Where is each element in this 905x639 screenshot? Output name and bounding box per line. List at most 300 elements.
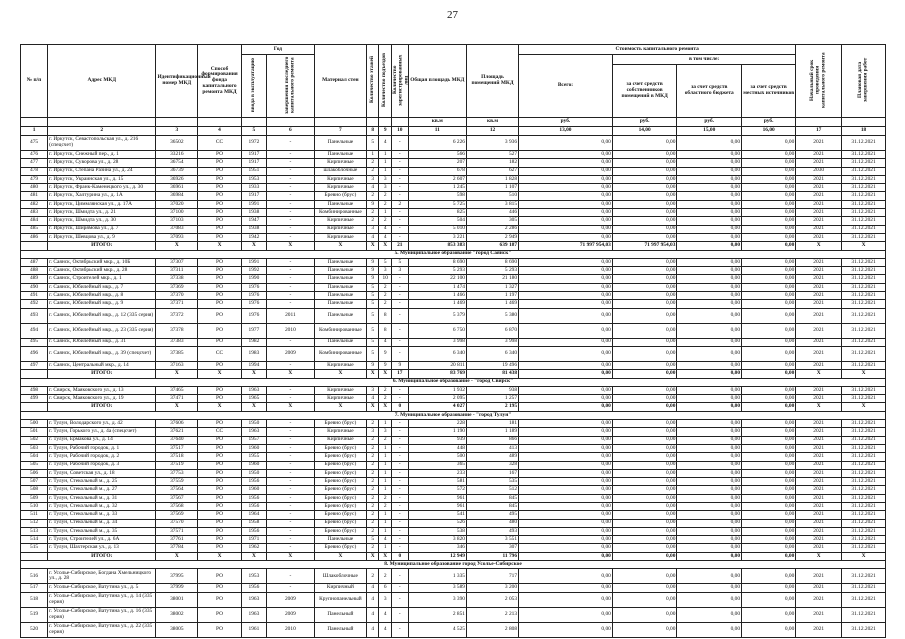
- row-year-repair: -: [266, 283, 314, 291]
- row-year-end: 31.12.2021: [842, 275, 886, 283]
- unit-cost-region: руб.: [677, 118, 742, 127]
- total-row: [21, 552, 886, 560]
- row-num: 497: [21, 361, 48, 369]
- row-id: X: [156, 242, 198, 250]
- row-year-built: 1982: [241, 338, 266, 346]
- row-num: 500: [21, 420, 48, 428]
- column-number: 6: [266, 127, 314, 136]
- row-wall: Кирпичные: [314, 184, 366, 192]
- row-address: г. Саянск, Октябрьский мкр., д. 10Б: [48, 258, 156, 266]
- row-cost-local: 0,00: [742, 584, 796, 592]
- row-cost-owners: 0,00: [612, 175, 677, 183]
- row-premises-area: 2 808: [466, 622, 518, 637]
- row-floors: 2: [366, 502, 379, 510]
- row-year-repair: -: [266, 527, 314, 535]
- row-year-built: 1994: [241, 361, 266, 369]
- row-floors: 2: [366, 469, 379, 477]
- row-cost-total: 0,00: [519, 436, 613, 444]
- row-fund-method: РО: [198, 323, 242, 338]
- row-registered: -: [391, 544, 408, 552]
- row-cost-region: 0,00: [677, 346, 742, 361]
- row-year-end: 31.12.2021: [842, 167, 886, 175]
- total-row: [21, 370, 886, 378]
- row-id: 37163: [156, 361, 198, 369]
- row-premises-area: 3 936: [466, 136, 518, 151]
- row-address: г. Усолье-Сибирское, Ватутина ул., д. 22 (335 серия): [48, 622, 156, 637]
- row-cost-region: 0,00: [677, 428, 742, 436]
- row-fund-method: X: [198, 403, 242, 411]
- row-id: 37621: [156, 428, 198, 436]
- column-number: 12: [466, 127, 518, 136]
- row-num: 490: [21, 283, 48, 291]
- row-cost-total: 0,00: [519, 136, 613, 151]
- row-fund-method: РО: [198, 258, 242, 266]
- row-id: 37103: [156, 217, 198, 225]
- row-cost-total: 0,00: [519, 338, 613, 346]
- row-num: 501: [21, 428, 48, 436]
- row-cost-total: 0,00: [519, 258, 613, 266]
- row-id: X: [156, 552, 198, 560]
- row-cost-local: 0,00: [742, 552, 796, 560]
- row-num: 498: [21, 386, 48, 394]
- row-id: 37083: [156, 225, 198, 233]
- row-year-built: 1917: [241, 192, 266, 200]
- row-entrances: 10: [379, 275, 392, 283]
- row-year-start: 2021: [796, 536, 842, 544]
- row-cost-local: 0,00: [742, 136, 796, 151]
- row-registered: -: [391, 308, 408, 323]
- row-entrances: 1: [379, 159, 392, 167]
- row-year-repair: -: [266, 200, 314, 208]
- row-address: г. Саянск, Строителей мкр., д. 1: [48, 275, 156, 283]
- row-year-start: 2021: [796, 478, 842, 486]
- row-premises-area: 495: [466, 511, 518, 519]
- row-cost-region: 0,00: [677, 478, 742, 486]
- row-id: 37307: [156, 258, 198, 266]
- row-wall: Кирпичные: [314, 386, 366, 394]
- row-year-repair: -: [266, 536, 314, 544]
- row-floors: 4: [366, 607, 379, 622]
- row-cost-region: 0,00: [677, 151, 742, 159]
- row-fund-method: СС: [198, 136, 242, 151]
- row-entrances: 8: [379, 308, 392, 323]
- row-year-end: 31.12.2021: [842, 469, 886, 477]
- row-floors: 4: [366, 184, 379, 192]
- row-floors: 2: [366, 217, 379, 225]
- header-id: Идентификационный номер МКД: [156, 45, 198, 118]
- row-year-end: 31.12.2021: [842, 136, 886, 151]
- header-year-repair: завершения последнего капитального ремонта: [283, 55, 296, 114]
- row-wall: Комбинированные: [314, 346, 366, 361]
- row-id: 37517: [156, 444, 198, 452]
- row-year-built: 1938: [241, 225, 266, 233]
- row-cost-region: 0,00: [677, 607, 742, 622]
- header-cost-owners: за счет средств собственников помещений в МКД: [612, 65, 677, 118]
- row-fund-method: РО: [198, 584, 242, 592]
- row-cost-owners: 0,00: [612, 569, 677, 584]
- row-cost-local: 0,00: [742, 159, 796, 167]
- row-year-built: 1972: [241, 136, 266, 151]
- column-number-row: [21, 127, 886, 136]
- row-year-built: 1956: [241, 527, 266, 535]
- row-fund-method: X: [198, 242, 242, 250]
- row-id: 37100: [156, 209, 198, 217]
- row-year-built: 1956: [241, 478, 266, 486]
- row-year-repair: -: [266, 233, 314, 241]
- row-address: г. Тулун, Шахтерская ул., д. 13: [48, 544, 156, 552]
- row-total-area: 961: [408, 494, 466, 502]
- row-cost-owners: 0,00: [612, 346, 677, 361]
- row-registered: -: [391, 420, 408, 428]
- row-cost-owners: 0,00: [612, 370, 677, 378]
- row-num: 506: [21, 469, 48, 477]
- row-wall: Бревно (брус): [314, 478, 366, 486]
- row-year-end: 31.12.2021: [842, 292, 886, 300]
- row-num: 491: [21, 292, 48, 300]
- row-premises-area: 512: [466, 486, 518, 494]
- row-cost-local: 0,00: [742, 436, 796, 444]
- row-entrances: 1: [379, 461, 392, 469]
- row-floors: 2: [366, 544, 379, 552]
- row-num: 504: [21, 453, 48, 461]
- row-cost-region: 0,00: [677, 167, 742, 175]
- row-year-start: X: [796, 552, 842, 560]
- header-wall: Материал стен: [314, 45, 366, 118]
- row-total-area: 538: [408, 527, 466, 535]
- row-floors: 5: [366, 300, 379, 308]
- row-cost-region: 0,00: [677, 544, 742, 552]
- row-cost-local: 0,00: [742, 428, 796, 436]
- row-premises-area: 489: [466, 453, 518, 461]
- row-year-end: 31.12.2021: [842, 159, 886, 167]
- row-cost-local: 0,00: [742, 511, 796, 519]
- row-cost-local: 0,00: [742, 225, 796, 233]
- row-cost-local: 0,00: [742, 494, 796, 502]
- row-year-start: 2021: [796, 184, 842, 192]
- row-year-repair: -: [266, 175, 314, 183]
- row-year-built: 1976: [241, 308, 266, 323]
- row-cost-local: 0,00: [742, 502, 796, 510]
- row-year-start: 2030: [796, 167, 842, 175]
- row-cost-owners: 0,00: [612, 469, 677, 477]
- row-wall: Бревно (брус): [314, 527, 366, 535]
- row-premises-area: 2 286: [466, 225, 518, 233]
- row-num: 499: [21, 395, 48, 403]
- row-floors: 2: [366, 494, 379, 502]
- row-cost-owners: 0,00: [612, 511, 677, 519]
- row-year-built: 1956: [241, 502, 266, 510]
- row-entrances: X: [379, 552, 392, 560]
- row-address: г. Иркутск, Шмидта ул., д. 21: [48, 209, 156, 217]
- row-premises-area: 527: [466, 151, 518, 159]
- row-registered: -: [391, 478, 408, 486]
- row-entrances: X: [379, 370, 392, 378]
- row-wall: Бревно (брус): [314, 502, 366, 510]
- row-total-area: 207: [408, 159, 466, 167]
- row-year-start: 2021: [796, 300, 842, 308]
- row-year-start: 2021: [796, 225, 842, 233]
- row-cost-total: 0,00: [519, 267, 613, 275]
- row-cost-region: 0,00: [677, 486, 742, 494]
- row-premises-area: 938: [466, 386, 518, 394]
- row-wall: Панельные: [314, 275, 366, 283]
- row-year-built: 1963: [241, 607, 266, 622]
- row-floors: 5: [366, 536, 379, 544]
- header-premises-area: Площадь помещений МКД: [466, 45, 518, 118]
- table-row: [21, 622, 886, 637]
- row-fund-method: РО: [198, 200, 242, 208]
- row-cost-local: 0,00: [742, 386, 796, 394]
- row-floors: 5: [366, 346, 379, 361]
- row-cost-local: 0,00: [742, 192, 796, 200]
- row-address: г. Саянск, Юбилейный мкр., д. 23 (335 серия): [48, 323, 156, 338]
- column-number: 3: [156, 127, 198, 136]
- row-year-built: 1961: [241, 622, 266, 637]
- row-registered: -: [391, 386, 408, 394]
- row-premises-area: 181: [466, 420, 518, 428]
- row-registered: -: [391, 622, 408, 637]
- row-cost-region: 0,00: [677, 225, 742, 233]
- row-floors: 2: [366, 436, 379, 444]
- row-num: 492: [21, 300, 48, 308]
- row-year-start: 2021: [796, 292, 842, 300]
- row-registered: -: [391, 453, 408, 461]
- row-id: 37640: [156, 436, 198, 444]
- row-address: г. Усолье-Сибирское, Ватутина ул., д. 5: [48, 584, 156, 592]
- row-wall: Панельные: [314, 267, 366, 275]
- row-year-built: 1950: [241, 469, 266, 477]
- row-address: г. Саянск, Юбилейный мкр., д. 39 (спецсчет): [48, 346, 156, 361]
- row-fund-method: РО: [198, 209, 242, 217]
- row-year-repair: -: [266, 159, 314, 167]
- row-premises-area: 510: [466, 192, 518, 200]
- row-floors: 2: [366, 453, 379, 461]
- row-cost-total: 71 997 954,03: [519, 242, 613, 250]
- row-id: 36961: [156, 184, 198, 192]
- row-entrances: 1: [379, 167, 392, 175]
- row-year-built: 1960: [241, 461, 266, 469]
- row-entrances: 1: [379, 511, 392, 519]
- row-cost-owners: 0,00: [612, 607, 677, 622]
- unit-premises-area: кв.м: [466, 118, 518, 127]
- row-address: г. Тулун, Стекольный м., д. 25: [48, 478, 156, 486]
- row-year-end: 31.12.2021: [842, 428, 886, 436]
- row-fund-method: РО: [198, 502, 242, 510]
- row-premises-area: 413: [466, 444, 518, 452]
- row-year-built: 1953: [241, 175, 266, 183]
- row-num: 485: [21, 225, 48, 233]
- row-total-area: 22 100: [408, 275, 466, 283]
- row-year-repair: -: [266, 486, 314, 494]
- header-entrances: Количество подъездов: [381, 52, 388, 107]
- row-cost-local: 0,00: [742, 569, 796, 584]
- row-premises-area: 2 213: [466, 607, 518, 622]
- row-cost-owners: 0,00: [612, 159, 677, 167]
- section-heading-row: [21, 250, 886, 258]
- row-wall: Бревно (брус): [314, 469, 366, 477]
- row-premises-area: 6 340: [466, 346, 518, 361]
- row-year-built: 1962: [241, 544, 266, 552]
- header-cost-total: Всего:: [519, 55, 613, 118]
- row-wall: Кирпичные: [314, 233, 366, 241]
- row-floors: 2: [366, 192, 379, 200]
- row-id: 37999: [156, 584, 198, 592]
- row-num: 503: [21, 444, 48, 452]
- row-entrances: 2: [379, 292, 392, 300]
- row-id: 37369: [156, 283, 198, 291]
- row-year-start: 2021: [796, 175, 842, 183]
- row-address: г. Саянск, Юбилейный мкр., д. 31: [48, 338, 156, 346]
- row-registered: -: [391, 159, 408, 167]
- row-cost-total: 0,00: [519, 461, 613, 469]
- table-row: [21, 167, 886, 175]
- row-year-built: 1963: [241, 592, 266, 607]
- row-cost-total: 0,00: [519, 200, 613, 208]
- row-cost-region: 0,00: [677, 453, 742, 461]
- row-year-built: 1983: [241, 346, 266, 361]
- row-id: 37378: [156, 323, 198, 338]
- row-year-built: 1933: [241, 184, 266, 192]
- row-year-end: 31.12.2021: [842, 544, 886, 552]
- row-year-repair: X: [266, 242, 314, 250]
- row-floors: X: [366, 552, 379, 560]
- row-year-built: 1956: [241, 584, 266, 592]
- table-row: [21, 569, 886, 584]
- row-cost-total: 0,00: [519, 453, 613, 461]
- row-fund-method: РО: [198, 308, 242, 323]
- row-total-area: 1 932: [408, 386, 466, 394]
- row-year-start: 2021: [796, 192, 842, 200]
- row-address: г. Иркутск, Франк-Каменецкого ул., д. 30: [48, 184, 156, 192]
- table-row: [21, 184, 886, 192]
- row-premises-area: 2 949: [466, 233, 518, 241]
- row-cost-total: 0,00: [519, 607, 613, 622]
- row-address: г. Иркутск, Степана Разина ул., д. 24: [48, 167, 156, 175]
- row-year-start: 2021: [796, 511, 842, 519]
- row-entrances: 3: [379, 428, 392, 436]
- row-year-end: 31.12.2021: [842, 338, 886, 346]
- row-registered: -: [391, 275, 408, 283]
- row-address: г. Тулун, Строителей ул., д. 6А: [48, 536, 156, 544]
- row-cost-owners: 0,00: [612, 267, 677, 275]
- row-num: 480: [21, 184, 48, 192]
- table-row: [21, 444, 886, 452]
- row-year-repair: -: [266, 502, 314, 510]
- column-number: 7: [314, 127, 366, 136]
- row-cost-total: 0,00: [519, 300, 613, 308]
- row-total-area: 504: [408, 217, 466, 225]
- row-year-repair: 2010: [266, 323, 314, 338]
- table-row: [21, 436, 886, 444]
- row-fund-method: РО: [198, 592, 242, 607]
- row-cost-total: 0,00: [519, 192, 613, 200]
- row-entrances: X: [379, 242, 392, 250]
- row-entrances: 2: [379, 386, 392, 394]
- row-fund-method: РО: [198, 536, 242, 544]
- row-year-repair: -: [266, 136, 314, 151]
- row-year-start: 2021: [796, 151, 842, 159]
- row-cost-region: 0,00: [677, 420, 742, 428]
- row-entrances: 1: [379, 478, 392, 486]
- row-num: 478: [21, 167, 48, 175]
- row-year-end: 31.12.2021: [842, 323, 886, 338]
- row-cost-region: 0,00: [677, 370, 742, 378]
- row-num: 486: [21, 233, 48, 241]
- row-num: 489: [21, 275, 48, 283]
- row-cost-total: 0,00: [519, 275, 613, 283]
- row-registered: 2: [391, 200, 408, 208]
- row-cost-total: 0,00: [519, 544, 613, 552]
- row-address: г. Усолье-Сибирское, Богдана Хмельницкого ул., д. 28: [48, 569, 156, 584]
- row-address: г. Иркутск, Севастопольская ул., д. 216 (спецсчет): [48, 136, 156, 151]
- row-entrances: 6: [379, 584, 392, 592]
- row-year-end: X: [842, 242, 886, 250]
- row-cost-region: 0,00: [677, 519, 742, 527]
- row-total-area: 581: [408, 478, 466, 486]
- row-total-area: 1 474: [408, 283, 466, 291]
- row-address: ИТОГО:: [48, 552, 156, 560]
- row-fund-method: РО: [198, 607, 242, 622]
- row-num: 517: [21, 584, 48, 592]
- row-cost-total: 0,00: [519, 323, 613, 338]
- row-id: 37093: [156, 233, 198, 241]
- row-year-end: 31.12.2021: [842, 386, 886, 394]
- row-year-built: X: [241, 242, 266, 250]
- row-year-repair: -: [266, 519, 314, 527]
- row-entrances: 1: [379, 486, 392, 494]
- row-premises-area: 1 469: [466, 300, 518, 308]
- table-row: [21, 308, 886, 323]
- row-registered: -: [391, 428, 408, 436]
- row-cost-owners: 0,00: [612, 323, 677, 338]
- row-year-end: 31.12.2021: [842, 607, 886, 622]
- row-cost-region: 0,00: [677, 403, 742, 411]
- row-total-area: 5 379: [408, 308, 466, 323]
- row-year-repair: -: [266, 167, 314, 175]
- row-id: 37995: [156, 569, 198, 584]
- row-cost-owners: 0,00: [612, 552, 677, 560]
- row-total-area: 961: [408, 502, 466, 510]
- row-entrances: 2: [379, 283, 392, 291]
- row-id: 36754: [156, 159, 198, 167]
- row-address: г. Саянск, Юбилейный мкр., д. 12 (335 серия): [48, 308, 156, 323]
- row-premises-area: 639 187: [466, 242, 518, 250]
- row-num: 481: [21, 192, 48, 200]
- row-year-start: 2021: [796, 267, 842, 275]
- row-fund-method: РО: [198, 167, 242, 175]
- row-fund-method: X: [198, 552, 242, 560]
- row-registered: -: [391, 283, 408, 291]
- row-year-end: 31.12.2021: [842, 258, 886, 266]
- row-cost-total: 0,00: [519, 536, 613, 544]
- table-row: [21, 209, 886, 217]
- row-year-start: 2021: [796, 275, 842, 283]
- row-total-area: 526: [408, 519, 466, 527]
- row-year-start: 2021: [796, 569, 842, 584]
- row-entrances: 2: [379, 436, 392, 444]
- row-address: г. Тулун, Стекольный м., д. 34: [48, 519, 156, 527]
- table-row: [21, 527, 886, 535]
- row-num: 475: [21, 136, 48, 151]
- row-id: 37338: [156, 275, 198, 283]
- row-num: 518: [21, 592, 48, 607]
- row-fund-method: РО: [198, 386, 242, 394]
- row-cost-local: 0,00: [742, 323, 796, 338]
- row-total-area: 566: [408, 151, 466, 159]
- header-num: № п/п: [21, 45, 48, 118]
- row-cost-owners: 0,00: [612, 200, 677, 208]
- row-fund-method: РО: [198, 478, 242, 486]
